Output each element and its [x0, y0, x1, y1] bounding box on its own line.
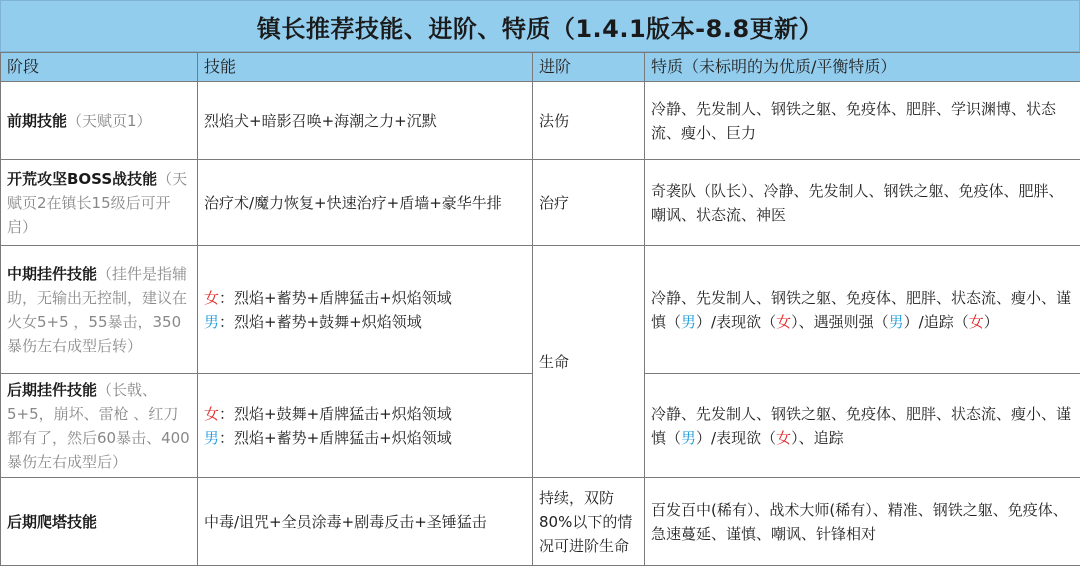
stage-cell [1, 246, 198, 374]
advance-cell: 法伤 [533, 82, 645, 160]
header-stage: 阶段 [1, 53, 198, 82]
male-skill-line [204, 426, 526, 450]
header-skill: 技能 [198, 53, 533, 82]
skill-cell [198, 246, 533, 374]
stage-name: 后期爬塔技能 [7, 512, 98, 531]
header-traits: 特质（未标明的为优质/平衡特质） [645, 53, 1080, 82]
stage-name: 中期挂件技能 [7, 264, 98, 283]
header-row [1, 53, 1080, 82]
male-tag: 男 [681, 312, 697, 331]
female-skill-line [204, 402, 526, 426]
male-tag: 男 [888, 312, 904, 331]
header-advance: 进阶 [533, 53, 645, 82]
stage-note: （长戟、5+5，崩坏、雷枪 、红刀都有了，然后60暴击、400暴伤左右成型后） [7, 380, 190, 471]
male-tag: 男 [681, 428, 697, 447]
table-row [1, 246, 1080, 374]
table-title: 镇长推荐技能、进阶、特质（1.4.1版本-8.8更新） [0, 0, 1080, 52]
skill-cell: 中毒/诅咒+全员涂毒+剧毒反击+圣锤猛击 [198, 478, 533, 566]
traits-cell [645, 246, 1080, 374]
stage-note: （挂件是指辅助，无输出无控制，建议在火女5+5 ，55暴击，350暴伤左右成型后转） [7, 264, 188, 355]
traits-text: ）/表现欲（ [696, 428, 777, 447]
stage-cell [1, 374, 198, 478]
advance-cell: 治疗 [533, 160, 645, 246]
female-skill: ：烈焰+鼓舞+盾牌猛击+炽焰领域 [219, 404, 452, 423]
traits-text: ）、追踪 [791, 428, 844, 447]
male-skill: ：烈焰+蓄势+鼓舞+炽焰领域 [219, 312, 422, 331]
traits-cell: 百发百中(稀有）、战术大师(稀有）、精准、钢铁之躯、免疫体、急速蔓延、谨慎、嘲讽、针锋相对 [645, 478, 1080, 566]
stage-cell [1, 82, 198, 160]
traits-text: ） [983, 312, 999, 331]
male-label: 男 [204, 312, 220, 331]
skill-table [0, 52, 1080, 566]
table-row [1, 478, 1080, 566]
traits-text: ）、遇强则强（ [791, 312, 889, 331]
skill-cell: 烈焰犬+暗影召唤+海潮之力+沉默 [198, 82, 533, 160]
female-label: 女 [204, 404, 220, 423]
stage-note: （天赋页2在镇长15级后可开启） [7, 169, 188, 236]
traits-text: 冷静、先发制人、钢铁之躯、免疫体、肥胖、状态流、瘦小、谨慎（ [651, 288, 1072, 331]
female-skill-line [204, 286, 526, 310]
male-label: 男 [204, 428, 220, 447]
skill-cell [198, 374, 533, 478]
advance-cell: 生命 [533, 246, 645, 478]
traits-text: 冷静、先发制人、钢铁之躯、免疫体、肥胖、状态流、瘦小、谨慎（ [651, 404, 1072, 447]
traits-text: ）/追踪（ [903, 312, 969, 331]
advance-cell: 持续，双防80%以下的情况可进阶生命 [533, 478, 645, 566]
female-tag: 女 [776, 312, 792, 331]
table-row [1, 160, 1080, 246]
traits-cell [645, 374, 1080, 478]
female-skill: ：烈焰+蓄势+盾牌猛击+炽焰领域 [219, 288, 452, 307]
stage-name: 开荒攻坚BOSS战技能 [7, 169, 158, 188]
stage-name: 前期技能 [7, 111, 68, 130]
male-skill-line [204, 310, 526, 334]
stage-cell [1, 478, 198, 566]
stage-name: 后期挂件技能 [7, 380, 98, 399]
table-row [1, 82, 1080, 160]
traits-text: ）/表现欲（ [696, 312, 777, 331]
traits-cell: 奇袭队（队长）、冷静、先发制人、钢铁之躯、免疫体、肥胖、嘲讽、状态流、神医 [645, 160, 1080, 246]
female-tag: 女 [968, 312, 984, 331]
female-tag: 女 [776, 428, 792, 447]
skill-cell: 治疗术/魔力恢复+快速治疗+盾墙+豪华牛排 [198, 160, 533, 246]
stage-note: （天赋页1） [67, 111, 152, 130]
female-label: 女 [204, 288, 220, 307]
traits-cell: 冷静、先发制人、钢铁之躯、免疫体、肥胖、学识渊博、状态流、瘦小、巨力 [645, 82, 1080, 160]
male-skill: ：烈焰+蓄势+盾牌猛击+炽焰领域 [219, 428, 452, 447]
stage-cell [1, 160, 198, 246]
